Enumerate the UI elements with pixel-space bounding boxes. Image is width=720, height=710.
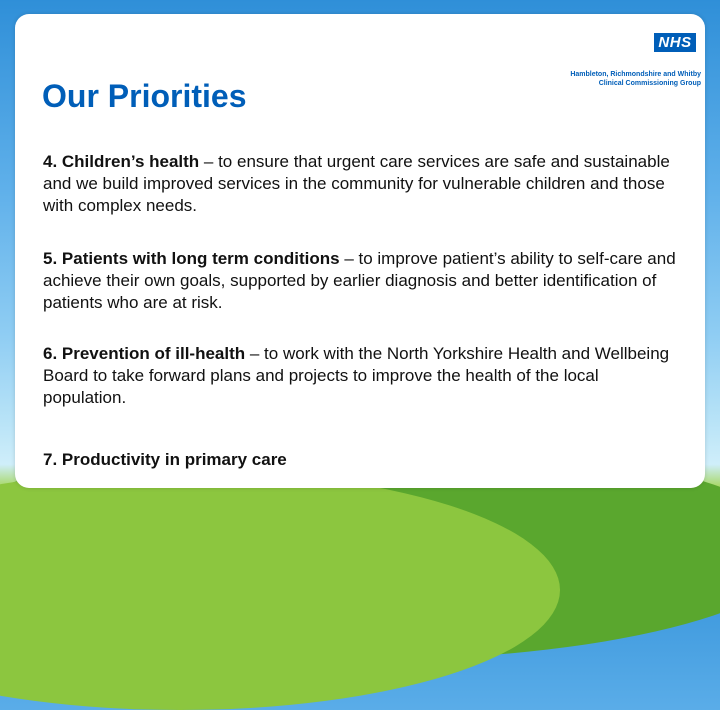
priority-text: – to improve patient’s ability to self-care and achieve their own goals, supported by earlier diagnosis and better identification of patients who are at risk. [43,249,676,312]
ccg-name-line-2: Clinical Commissioning Group [598,80,701,87]
ccg-name [535,70,701,88]
priority-heading: 6. Prevention of ill-health [43,344,246,363]
priority-item-long-term-conditions [43,248,683,314]
priority-heading: 4. Children’s health [43,152,200,171]
priority-item-primary-care [43,449,683,471]
priority-item-childrens-health [43,151,683,217]
ccg-name-line-1: Hambleton, Richmondshire and Whitby [570,71,701,78]
nhs-logo-mark: NHS [654,33,695,52]
page-title: Our Priorities [42,78,247,114]
priority-text: – to work with the North Yorkshire Health and Wellbeing Board to take forward plans and projects to improve the health of the local population. [43,344,670,407]
priority-heading: 5. Patients with long term conditions [43,249,340,268]
priority-heading: 7. Productivity in primary care [43,450,287,469]
priority-item-prevention [43,343,683,409]
priority-text: – to ensure that urgent care services are safe and sustainable and we build improved services in the community for vulnerable children and those with complex needs. [43,152,670,215]
nhs-logo [650,26,700,58]
